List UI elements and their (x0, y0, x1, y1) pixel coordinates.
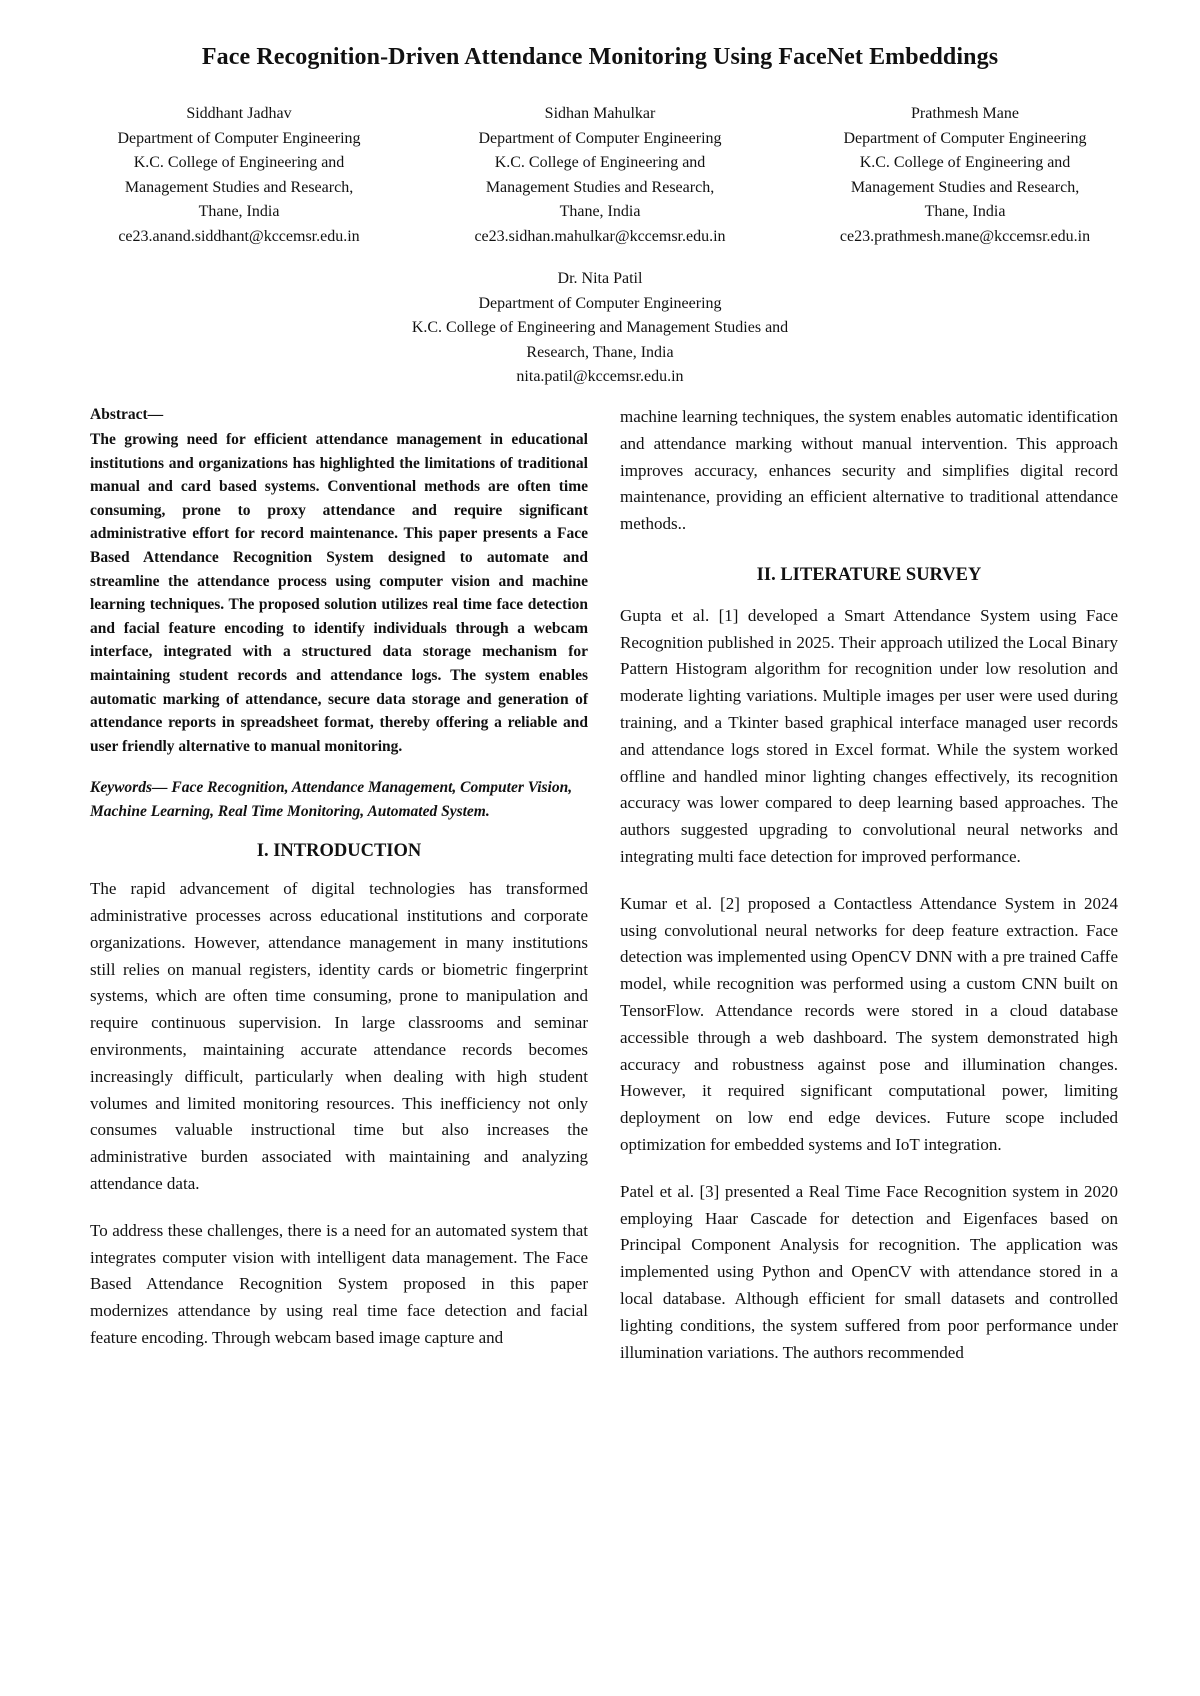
author-name: Siddhant Jadhav (186, 105, 292, 122)
author-name: Sidhan Mahulkar (544, 105, 656, 122)
author-location: Thane, India (559, 203, 641, 221)
author-institution: Management Studies and Research, (850, 178, 1080, 196)
author-block-3 (795, 102, 1135, 250)
intro-paragraph-2: To address these challenges, there is a need for an automated system that integrates computer vision with intelligent data management. The Face Based Attendance Recognition System proposed in this paper modernizes attendance by using real time face detection and facial feature encoding. Through webcam based image capture and (90, 1220, 588, 1348)
author-name: Dr. Nita Patil (557, 270, 643, 287)
intro-paragraph-1: The rapid advancement of digital technologies has transformed administrative processes across educational institutions and corporate organizations. However, attendance management in many institutions still relies on manual registers, identity cards or biometric fingerprint systems, which are often time consuming, prone to manipulation and require continuous supervision. In large classrooms and seminar environments, maintaining accurate attendance records becomes increasingly difficult, particularly when dealing with high student volumes and limited monitoring resources. This inefficiency not only consumes valuable instructional time but also increases the administrative burden associated with maintaining and analyzing attendance data. (90, 879, 588, 1194)
author-institution: K.C. College of Engineering and (859, 154, 1071, 172)
keywords: Keywords— Face Recognition, Attendance Management, Computer Vision, Machine Learning, Real Time Monitoring, Automated System. (90, 779, 573, 820)
abstract-heading: Abstract— (90, 406, 164, 423)
section-heading-literature-survey: II. LITERATURE SURVEY (756, 564, 982, 585)
right-column (620, 404, 1118, 1386)
author-block-2 (430, 102, 770, 250)
lit-paragraph-1: Gupta et al. [1] developed a Smart Attendance System using Face Recognition published in 2025. Their approach utilized the Local Binary Pattern Histogram algorithm for recognition under low resolution and moderate lighting variations. Multiple images per user were used during training, and a Tkinter based graphical interface managed user records and attendance logs stored in Excel format. While the system worked offline and handled minor lighting changes effectively, its recognition accuracy was lower compared to deep learning based approaches. The authors suggested upgrading to convolutional neural networks and integrating multi face detection for improved performance. (620, 605, 1118, 866)
author-email: nita.patil@kccemsr.edu.in (516, 368, 684, 386)
author-dept: Department of Computer Engineering (843, 129, 1087, 147)
abstract-text: The growing need for efficient attendance management in educational institutions and organizations has highlighted the limitations of traditional manual and card based systems. Conventional methods are often time consuming, prone to proxy attendance and require significant administrative effort for record maintenance. This paper presents a Face Based Attendance Recognition System designed to automate and streamline the attendance process using computer vision and machine learning techniques. The proposed solution utilizes real time face detection and facial feature encoding to identify individuals through a webcam interface, integrated with a structured data storage mechanism for maintaining student records and attendance logs. The system enables automatic marking of attendance, secure data storage and generation of attendance reports in spreadsheet format, thereby offering a reliable and user friendly alternative to manual monitoring. (90, 431, 588, 755)
paper-title: Face Recognition-Driven Attendance Monitoring Using FaceNet Embeddings (201, 44, 999, 70)
author-institution: Management Studies and Research, (124, 178, 354, 196)
author-institution: Research, Thane, India (526, 343, 674, 361)
author-institution: K.C. College of Engineering and (133, 154, 345, 172)
author-block-4 (300, 267, 900, 390)
author-email: ce23.anand.siddhant@kccemsr.edu.in (118, 227, 360, 245)
author-dept: Department of Computer Engineering (478, 294, 722, 312)
author-institution: K.C. College of Engineering and (494, 154, 706, 172)
author-block-1 (69, 102, 409, 250)
intro-paragraph-2-continued: machine learning techniques, the system enables automatic identification and attendance marking without manual intervention. This approach improves accuracy, enhances security and simplifies digital record maintenance, providing an efficient alternative to traditional attendance methods.. (620, 407, 1118, 534)
author-dept: Department of Computer Engineering (478, 129, 722, 147)
author-institution: K.C. College of Engineering and Management Studies and (411, 319, 789, 337)
author-location: Thane, India (924, 203, 1006, 221)
author-email: ce23.sidhan.mahulkar@kccemsr.edu.in (474, 227, 726, 245)
left-column (90, 404, 588, 1372)
author-name: Prathmesh Mane (911, 105, 1019, 122)
author-email: ce23.prathmesh.mane@kccemsr.edu.in (839, 227, 1091, 245)
author-location: Thane, India (198, 203, 280, 221)
author-dept: Department of Computer Engineering (117, 129, 361, 147)
lit-paragraph-3: Patel et al. [3] presented a Real Time Face Recognition system in 2020 employing Haar Cascade for detection and Eigenfaces based on Principal Component Analysis for recognition. The application was implemented using Python and OpenCV with attendance stored in a local database. Although efficient for small datasets and controlled lighting conditions, the system suffered from poor performance under illumination variations. The authors recommended (620, 1181, 1118, 1362)
lit-paragraph-2: Kumar et al. [2] proposed a Contactless Attendance System in 2024 using convolutional neural networks for deep feature extraction. Face detection was implemented using OpenCV DNN with a pre trained Caffe model, while recognition was performed using a custom CNN built on TensorFlow. Attendance records were stored in a cloud database accessible through a web dashboard. The system demonstrated high accuracy and robustness against pose and illumination changes. However, it required significant computational power, limiting deployment on low end edge devices. Future scope included optimization for embedded systems and IoT integration. (620, 893, 1118, 1154)
section-heading-introduction: I. INTRODUCTION (256, 840, 422, 861)
author-institution: Management Studies and Research, (485, 178, 715, 196)
